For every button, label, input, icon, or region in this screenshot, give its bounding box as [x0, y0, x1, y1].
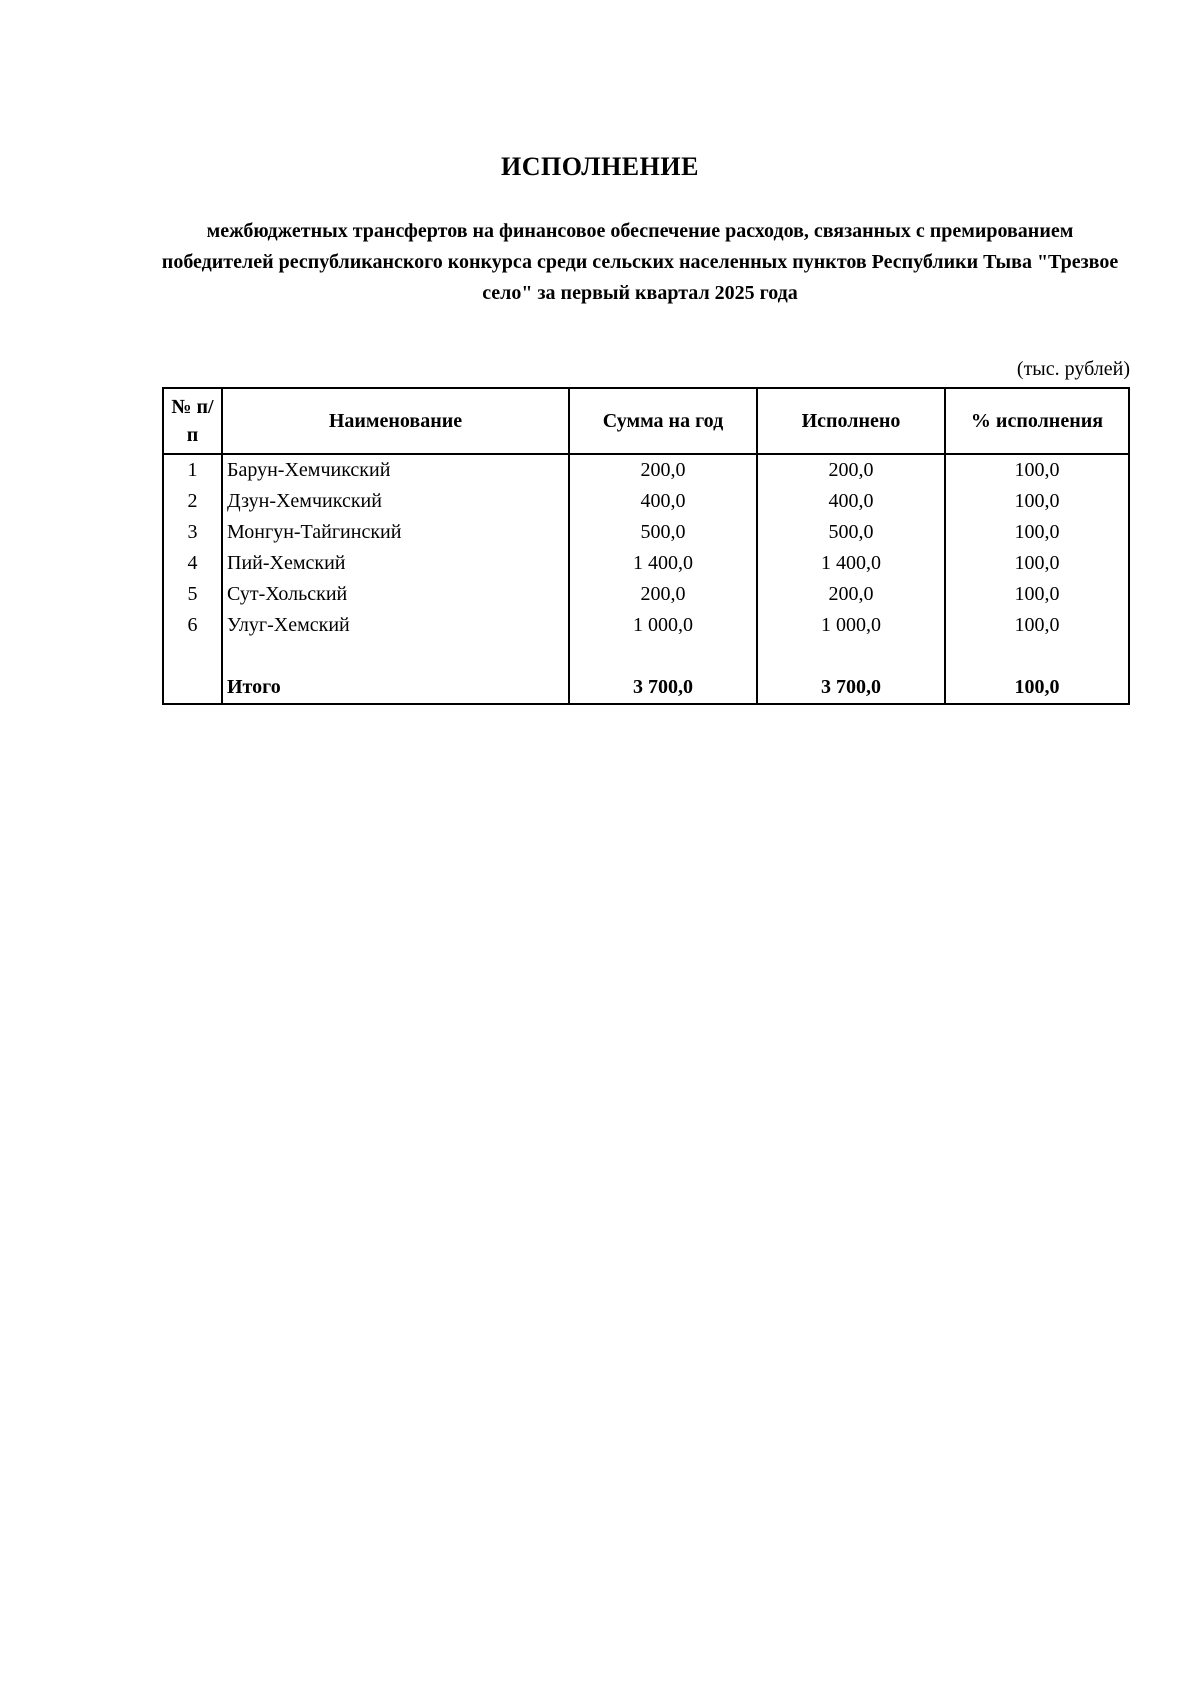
row-done: 200,0	[757, 454, 945, 486]
row-num: 5	[163, 579, 222, 610]
row-num: 2	[163, 486, 222, 517]
total-num	[163, 672, 222, 704]
table-total-row	[163, 672, 1129, 704]
row-plan: 500,0	[569, 517, 757, 548]
total-pct: 100,0	[945, 672, 1129, 704]
row-name: Монгун-Тайгинский	[222, 517, 569, 548]
header-pct: % исполнения	[945, 388, 1129, 454]
row-pct: 100,0	[945, 454, 1129, 486]
table-row	[163, 517, 1129, 548]
execution-table	[162, 387, 1130, 705]
total-plan: 3 700,0	[569, 672, 757, 704]
row-num: 4	[163, 548, 222, 579]
row-done: 400,0	[757, 486, 945, 517]
row-done: 500,0	[757, 517, 945, 548]
header-name: Наименование	[222, 388, 569, 454]
row-pct: 100,0	[945, 610, 1129, 641]
row-pct: 100,0	[945, 517, 1129, 548]
table-row	[163, 548, 1129, 579]
row-name: Пий-Хемский	[222, 548, 569, 579]
row-pct: 100,0	[945, 579, 1129, 610]
table-row	[163, 486, 1129, 517]
row-plan: 1 400,0	[569, 548, 757, 579]
row-name: Сут-Хольский	[222, 579, 569, 610]
row-plan: 1 000,0	[569, 610, 757, 641]
document-subtitle: межбюджетных трансфертов на финансовое обеспечение расходов, связанных с премированием победителей республиканского конкурса среди сельских населенных пунктов Республики Тыва "Трезвое село" за первый квартал 2025 года	[161, 220, 1119, 304]
row-name: Барун-Хемчикский	[222, 454, 569, 486]
header-done: Исполнено	[757, 388, 945, 454]
row-num: 6	[163, 610, 222, 641]
row-name: Улуг-Хемский	[222, 610, 569, 641]
header-plan: Сумма на год	[569, 388, 757, 454]
row-pct: 100,0	[945, 486, 1129, 517]
row-done: 1 000,0	[757, 610, 945, 641]
document-title: ИСПОЛНЕНИЕ	[501, 152, 699, 181]
table-row	[163, 610, 1129, 641]
row-name: Дзун-Хемчикский	[222, 486, 569, 517]
table-row	[163, 579, 1129, 610]
units-label: (тыс. рублей)	[1016, 358, 1130, 380]
table-spacer-row	[163, 641, 1129, 672]
header-num: № п/п	[163, 388, 222, 454]
table-header-row	[163, 388, 1129, 454]
row-done: 1 400,0	[757, 548, 945, 579]
row-plan: 200,0	[569, 454, 757, 486]
row-plan: 400,0	[569, 486, 757, 517]
row-pct: 100,0	[945, 548, 1129, 579]
row-done: 200,0	[757, 579, 945, 610]
row-plan: 200,0	[569, 579, 757, 610]
table-row	[163, 454, 1129, 486]
total-label: Итого	[222, 672, 569, 704]
total-done: 3 700,0	[757, 672, 945, 704]
row-num: 1	[163, 454, 222, 486]
row-num: 3	[163, 517, 222, 548]
